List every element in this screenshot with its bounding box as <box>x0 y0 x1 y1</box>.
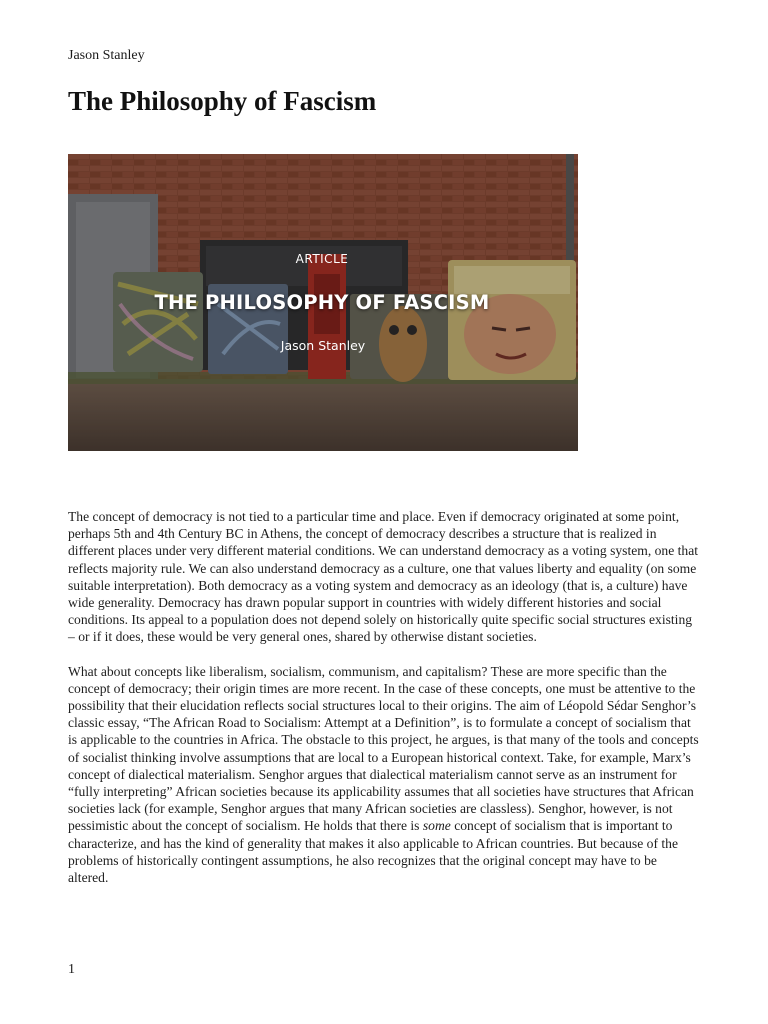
paragraph-2-emphasis: some <box>422 818 451 834</box>
article-body <box>68 508 700 903</box>
header-author: Jason Stanley <box>68 48 145 63</box>
hero-image <box>68 154 578 451</box>
paragraph-2-text-start: What about concepts like liberalism, socialism, communism, and capitalism? These are more specific than the concept of democracy; their origin times are more recent. In the case of these concepts, one must be attentive to the possibility that their elucidation reflects social structures local to their origins. The aim of Léopold Sédar Senghor’s classic essay, “The African Road to Socialism: Attempt at a Definition”, is to formulate a concept of socialism that is applicable to the countries in Africa. The obstacle to this project, he argues, is that many of the tools and concepts of socialist thinking involve assumptions that are local to a European historical context. Take, for example, Marx’s concept of dialectical materialism. Senghor argues that dialectical materialism cannot serve as an instrument for “fully interpreting” African societies because its applicability assumes that all societies have structures that African societies lack (for example, Senghor argues that many African societies are classless). Senghor, however, is not pessimistic about the concept of socialism. He holds that there is <box>68 663 699 834</box>
hero-kicker: ARTICLE <box>295 252 349 266</box>
paragraph-1: The concept of democracy is not tied to a particular time and place. Even if democracy originated at some point, perhaps 5th and 4th Century BC in Athens, the concept of democracy describes a structure that is realized in different places under very different material conditions. We can understand democracy as a voting system, one that reflects majority rule. We can also understand democracy as a culture, one that values liberty and equality (on some suitable interpretation). Both democracy as a voting system and democracy as an ideology (that is, a culture) have wide generality. Democracy has drawn popular support in countries with widely different histories and social conditions. Its appeal to a population does not depend solely on historically quite specific social structures existing – or if it does, these would be very general ones, shared by otherwise distant societies. <box>68 509 699 645</box>
hero-title: THE PHILOSOPHY OF FASCISM <box>154 291 490 314</box>
paragraph-2-text-end: concept of socialism that is important to characterize, and has the kind of generality that makes it also applicable to African countries. But because of the problems of historically contingent assumptions, he also recognizes that the original concept may have to be altered. <box>68 818 678 886</box>
document-title: The Philosophy of Fascism <box>68 86 377 116</box>
hero-author: Jason Stanley <box>280 338 366 353</box>
paragraph-2 <box>68 663 700 887</box>
page-number: 1 <box>68 962 75 977</box>
